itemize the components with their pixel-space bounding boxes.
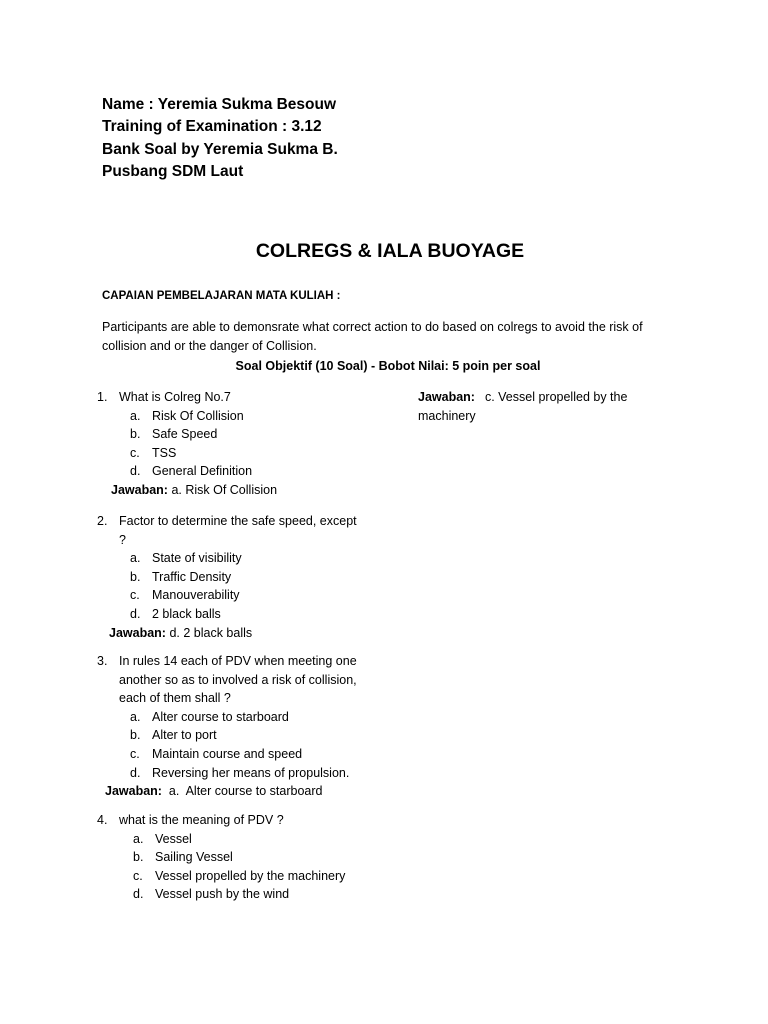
answer-text: a. Alter course to starboard bbox=[161, 784, 323, 799]
answer-label: Jawaban: bbox=[105, 784, 162, 799]
option-text: TSS bbox=[152, 445, 177, 460]
option-a bbox=[97, 708, 371, 727]
option-letter: d. bbox=[130, 606, 141, 621]
question-text: what is the meaning of PDV ? bbox=[119, 813, 284, 827]
option-b bbox=[97, 726, 371, 745]
option-letter: c. bbox=[130, 445, 140, 460]
option-list bbox=[97, 708, 371, 782]
option-letter: a. bbox=[130, 709, 141, 724]
option-text: 2 black balls bbox=[152, 606, 221, 621]
bank-soal-line: Bank Soal by Yeremia Sukma B. bbox=[102, 140, 338, 158]
answer-label: Jawaban: bbox=[111, 482, 168, 497]
option-text: Vessel propelled by the machinery bbox=[155, 868, 346, 883]
option-b bbox=[97, 425, 369, 444]
question-text: In rules 14 each of PDV when meeting one another so as to involved a risk of collision, each of them shall ? bbox=[119, 654, 357, 706]
option-c bbox=[97, 867, 369, 886]
option-letter: c. bbox=[130, 588, 140, 603]
option-list bbox=[97, 830, 369, 904]
option-letter: d. bbox=[130, 464, 141, 479]
answer-text: c. Vessel propelled by the machinery bbox=[418, 390, 628, 423]
option-letter: c. bbox=[133, 868, 143, 883]
option-list bbox=[97, 407, 369, 481]
question-text: What is Colreg No.7 bbox=[119, 390, 231, 404]
option-c bbox=[97, 745, 371, 764]
option-letter: d. bbox=[133, 887, 144, 902]
question-4-answer bbox=[418, 388, 648, 425]
option-text: Manouverability bbox=[152, 588, 240, 603]
question-number: 1. bbox=[97, 390, 108, 404]
answer-line bbox=[97, 624, 367, 643]
soal-objektif-header: Soal Objektif (10 Soal) - Bobot Nilai: 5 poin per soal bbox=[235, 359, 541, 373]
answer-label: Jawaban: bbox=[418, 390, 475, 404]
option-b bbox=[97, 568, 367, 587]
option-letter: b. bbox=[130, 728, 141, 743]
option-a bbox=[97, 407, 369, 426]
option-text: Risk Of Collision bbox=[152, 408, 244, 423]
option-text: Traffic Density bbox=[152, 569, 232, 584]
option-a bbox=[97, 549, 367, 568]
option-text: State of visibility bbox=[152, 551, 242, 566]
answer-text: a. Risk Of Collision bbox=[167, 482, 278, 497]
organization-line: Pusbang SDM Laut bbox=[102, 162, 244, 180]
option-c bbox=[97, 444, 369, 463]
option-letter: a. bbox=[130, 551, 141, 566]
question-number: 2. bbox=[97, 514, 108, 528]
question-number: 4. bbox=[97, 813, 108, 827]
training-line: Training of Examination : 3.12 bbox=[102, 118, 322, 136]
option-text: Vessel push by the wind bbox=[155, 887, 290, 902]
question-3 bbox=[97, 652, 371, 801]
option-text: Vessel bbox=[155, 831, 192, 846]
question-1 bbox=[97, 388, 369, 500]
option-text: Alter course to starboard bbox=[152, 709, 289, 724]
document-title: COLREGS & IALA BUOYAGE bbox=[255, 240, 525, 262]
answer-label: Jawaban: bbox=[109, 625, 166, 640]
option-text: Alter to port bbox=[152, 728, 217, 743]
option-letter: a. bbox=[133, 831, 144, 846]
option-letter: a. bbox=[130, 408, 141, 423]
option-text: Reversing her means of propulsion. bbox=[152, 765, 350, 780]
option-letter: b. bbox=[130, 427, 141, 442]
answer-text: d. 2 black balls bbox=[165, 625, 253, 640]
option-text: Maintain course and speed bbox=[152, 746, 303, 761]
answer-line bbox=[97, 481, 369, 500]
answer-line bbox=[97, 782, 371, 801]
option-b bbox=[97, 848, 369, 867]
option-text: General Definition bbox=[152, 464, 253, 479]
question-text: Factor to determine the safe speed, except ? bbox=[119, 514, 357, 547]
document-header bbox=[102, 94, 338, 183]
question-2 bbox=[97, 512, 367, 642]
option-d bbox=[97, 885, 369, 904]
option-text: Sailing Vessel bbox=[155, 850, 233, 865]
question-number: 3. bbox=[97, 654, 108, 668]
option-d bbox=[97, 462, 369, 481]
option-text: Safe Speed bbox=[152, 427, 218, 442]
option-letter: d. bbox=[130, 765, 141, 780]
capaian-heading: CAPAIAN PEMBELAJARAN MATA KULIAH : bbox=[102, 290, 341, 302]
question-4 bbox=[97, 811, 369, 904]
option-c bbox=[97, 586, 367, 605]
option-d bbox=[97, 605, 367, 624]
option-list bbox=[97, 549, 367, 623]
learning-outcome-description: Participants are able to demonsrate what correct action to do based on colregs to avoid the risk of collision and or the danger of Collision. bbox=[102, 320, 643, 353]
option-a bbox=[97, 830, 369, 849]
option-letter: b. bbox=[130, 569, 141, 584]
option-letter: b. bbox=[133, 850, 144, 865]
option-d bbox=[97, 764, 371, 783]
option-letter: c. bbox=[130, 746, 140, 761]
name-line: Name : Yeremia Sukma Besouw bbox=[102, 96, 337, 113]
